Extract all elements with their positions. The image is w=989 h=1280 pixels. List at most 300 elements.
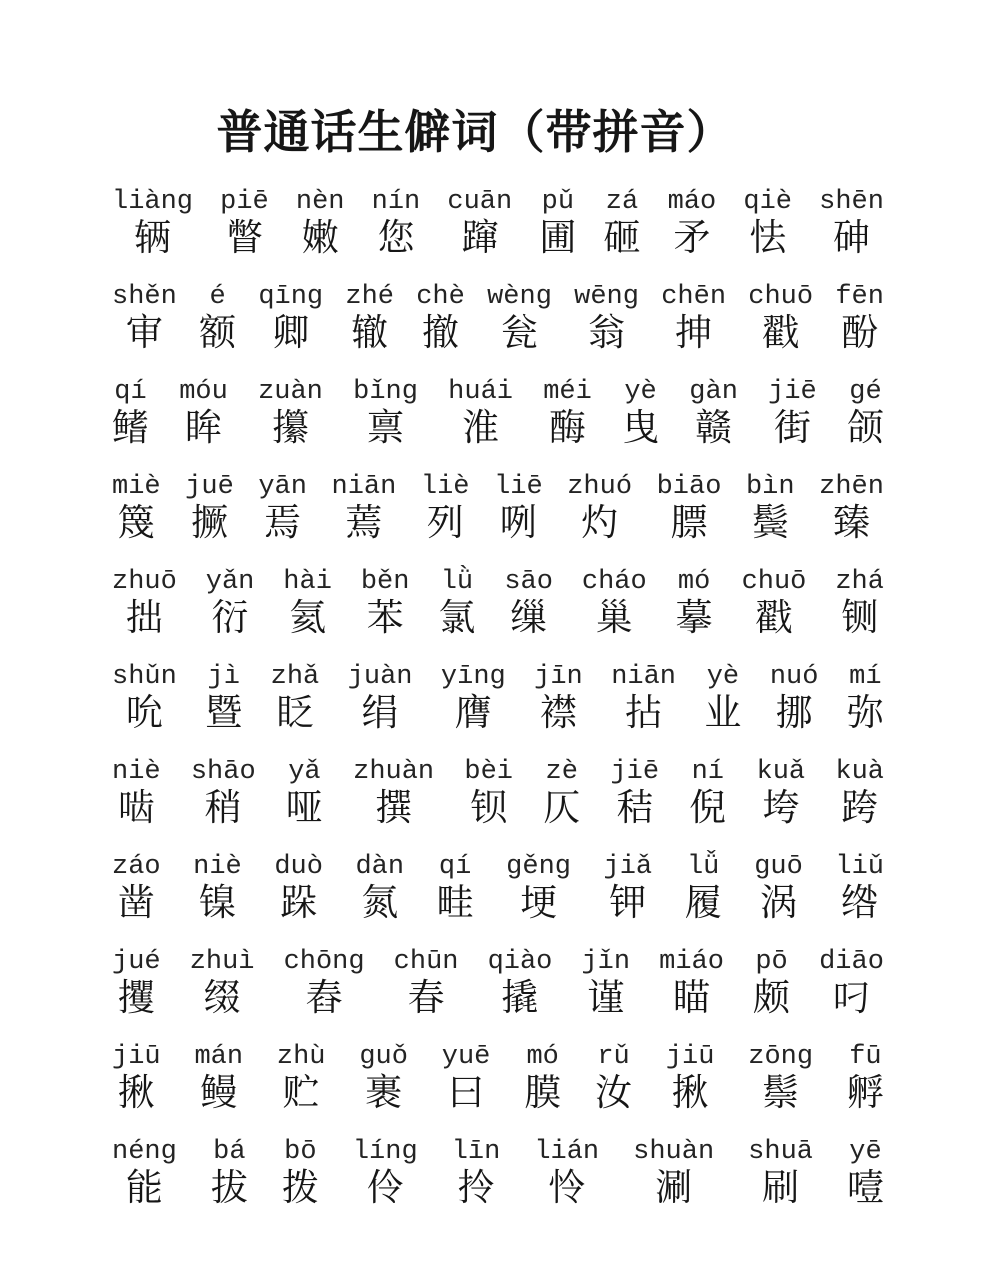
hanzi-text: 苯 [366, 598, 404, 639]
hanzi-text: 怜 [548, 1168, 586, 1209]
hanzi-text: 叼 [833, 978, 871, 1019]
hanzi-text: 埂 [520, 883, 558, 924]
word-pair [112, 1136, 177, 1209]
hanzi-text: 倪 [689, 788, 727, 829]
hanzi-text: 赣 [695, 408, 733, 449]
hanzi-text: 禀 [367, 408, 405, 449]
pinyin-text: ní [691, 757, 724, 787]
pinyin-text: bá [213, 1137, 246, 1167]
hanzi-text: 膺 [454, 693, 492, 734]
pinyin-text: chè [416, 282, 465, 312]
word-row [112, 1041, 884, 1114]
pinyin-text: dàn [355, 852, 405, 882]
word-row [112, 186, 884, 259]
word-pair [284, 946, 365, 1019]
pinyin-text: móu [179, 377, 228, 407]
word-pair [534, 661, 583, 734]
hanzi-text: 贮 [282, 1073, 320, 1114]
pinyin-text: shēn [819, 187, 884, 217]
word-pair [277, 1041, 326, 1114]
hanzi-text: 汝 [595, 1073, 633, 1114]
pinyin-text: yīng [440, 662, 506, 692]
pinyin-text: é [209, 282, 226, 312]
pinyin-text: shāo [190, 757, 256, 787]
hanzi-text: 撤 [422, 313, 460, 354]
hanzi-text: 缀 [203, 978, 241, 1019]
hanzi-text: 缫 [510, 598, 548, 639]
hanzi-text: 咧 [499, 503, 537, 544]
hanzi-text: 翁 [588, 313, 626, 354]
pinyin-text: yè [624, 377, 657, 407]
pinyin-text: zhuó [567, 472, 633, 502]
pinyin-text: zhé [345, 282, 394, 312]
word-row [112, 471, 884, 544]
pinyin-text: jǐn [581, 947, 631, 977]
hanzi-text: 戳 [762, 313, 800, 354]
pinyin-text: zhù [276, 1042, 326, 1072]
word-pair [685, 851, 722, 924]
word-pair [190, 946, 255, 1019]
pinyin-text: yè [706, 662, 740, 692]
word-pair [345, 281, 394, 354]
pinyin-text: wēng [574, 282, 639, 312]
pinyin-text: zhǎ [270, 662, 320, 692]
word-pair [543, 376, 592, 449]
word-pair [332, 471, 397, 544]
hanzi-text: 绢 [361, 693, 399, 734]
pinyin-text: mán [194, 1042, 244, 1072]
pinyin-text: záo [112, 852, 161, 882]
hanzi-text: 秸 [616, 788, 654, 829]
word-pair [112, 186, 193, 259]
hanzi-text: 辙 [351, 313, 389, 354]
pinyin-text: líng [352, 1137, 418, 1167]
word-pair [524, 1041, 561, 1114]
pinyin-text: qiào [487, 947, 553, 977]
pinyin-text: cuān [447, 187, 513, 217]
pinyin-text: shuàn [633, 1137, 715, 1167]
hanzi-text: 鳗 [200, 1073, 238, 1114]
pinyin-text: nuó [769, 662, 819, 692]
pinyin-text: miè [112, 472, 161, 502]
word-pair [286, 756, 323, 829]
hanzi-text: 拔 [210, 1168, 248, 1209]
word-pair [494, 471, 543, 544]
pinyin-text: jiē [768, 377, 817, 407]
hanzi-text: 揪 [117, 1073, 155, 1114]
hanzi-text: 铡 [841, 598, 879, 639]
hanzi-text: 您 [377, 218, 415, 259]
hanzi-text: 鳍 [112, 408, 149, 449]
word-pair [112, 566, 177, 639]
pinyin-text: niān [331, 472, 397, 502]
word-pair [835, 566, 884, 639]
pinyin-text: liǔ [835, 852, 884, 882]
word-pair [487, 281, 552, 354]
hanzi-text: 氮 [361, 883, 399, 924]
hanzi-text: 拈 [625, 693, 663, 734]
word-pair-selected [847, 1136, 884, 1209]
word-pair [622, 376, 659, 449]
word-pair [112, 471, 161, 544]
word-pair [441, 661, 506, 734]
hanzi-text: 篾 [117, 503, 155, 544]
pinyin-text: hài [283, 567, 332, 597]
pinyin-text: gàn [689, 377, 738, 407]
hanzi-text: 弥 [846, 693, 884, 734]
word-pair [179, 376, 228, 449]
hanzi-text: 孵 [846, 1073, 884, 1114]
pinyin-text: shěn [112, 282, 177, 312]
pinyin-text: guō [754, 852, 803, 882]
pinyin-text: piē [220, 187, 269, 217]
hanzi-text: 矛 [673, 218, 711, 259]
word-pair [442, 1041, 491, 1114]
hanzi-text: 垮 [762, 788, 800, 829]
hanzi-text: 列 [426, 503, 464, 544]
pinyin-text: guǒ [359, 1042, 408, 1072]
word-pair [704, 661, 741, 734]
word-pair [543, 756, 580, 829]
word-pair [835, 756, 884, 829]
pinyin-text: chuō [748, 282, 814, 312]
pinyin-text: gé [849, 377, 882, 407]
hanzi-text: 攫 [117, 978, 155, 1019]
word-pair [112, 376, 149, 449]
word-pair [353, 1136, 418, 1209]
word-pair [421, 471, 470, 544]
word-pair [504, 566, 553, 639]
word-pair [567, 471, 632, 544]
hanzi-text: 刷 [762, 1168, 800, 1209]
word-row [112, 851, 884, 924]
hanzi-text: 膘 [670, 503, 708, 544]
hanzi-text: 审 [125, 313, 163, 354]
word-pair [112, 661, 177, 734]
pinyin-text: jiē [610, 757, 660, 787]
pinyin-text: bǐng [353, 377, 418, 407]
word-pair [282, 1136, 319, 1209]
pinyin-text: mó [677, 567, 711, 597]
pinyin-text: chēn [661, 282, 727, 312]
word-pair [258, 376, 323, 449]
word-pair [582, 566, 647, 639]
word-pair [506, 851, 571, 924]
word-pair [610, 756, 659, 829]
word-pair [595, 1041, 632, 1114]
word-pair [847, 661, 884, 734]
pinyin-text: gěng [506, 852, 571, 882]
pinyin-text: juē [185, 472, 234, 502]
word-pair [539, 186, 576, 259]
hanzi-text: 舂 [305, 978, 343, 1019]
hanzi-text: 仄 [543, 788, 581, 829]
hanzi-text: 镍 [198, 883, 236, 924]
word-pair [348, 661, 413, 734]
hanzi-text: 涮 [655, 1168, 693, 1209]
hanzi-text: 拨 [281, 1168, 319, 1209]
word-pair [488, 946, 553, 1019]
hanzi-text: 蔫 [345, 503, 383, 544]
pinyin-text: duò [274, 852, 323, 882]
hanzi-text: 履 [684, 883, 722, 924]
word-pair [199, 281, 236, 354]
hanzi-text: 攥 [271, 408, 309, 449]
pinyin-text: qīng [258, 282, 324, 312]
pinyin-text: yān [258, 472, 307, 502]
pinyin-text: yǎ [288, 757, 321, 787]
pinyin-text: niān [611, 662, 676, 692]
pinyin-text: zhuì [189, 947, 255, 977]
hanzi-text: 瞥 [225, 218, 263, 259]
pinyin-text: miáo [659, 947, 724, 977]
pinyin-text: nín [371, 187, 421, 217]
hanzi-text: 臻 [833, 503, 871, 544]
hanzi-text: 瞄 [673, 978, 711, 1019]
word-pair [742, 566, 807, 639]
hanzi-text: 襟 [539, 693, 577, 734]
pinyin-text: nèn [295, 187, 345, 217]
hanzi-text: 挪 [775, 693, 813, 734]
word-pair [258, 281, 323, 354]
hanzi-text: 氦 [289, 598, 327, 639]
hanzi-text: 砸 [603, 218, 641, 259]
word-pair [604, 851, 653, 924]
hanzi-text: 畦 [436, 883, 474, 924]
hanzi-text: 拙 [125, 598, 163, 639]
hanzi-text: 噎 [847, 1168, 884, 1209]
pinyin-text: shuā [748, 1137, 813, 1167]
pinyin-text: liē [494, 472, 543, 502]
hanzi-text: 颇 [753, 978, 791, 1019]
pinyin-text: mí [849, 662, 882, 692]
hanzi-text: 抻 [675, 313, 713, 354]
hanzi-text: 嫩 [301, 218, 339, 259]
word-pair [770, 661, 819, 734]
pinyin-text: cháo [581, 567, 647, 597]
word-pair [283, 566, 332, 639]
pinyin-text: bō [284, 1137, 317, 1167]
pinyin-text: lǚ [686, 852, 720, 882]
word-pair [112, 946, 161, 1019]
word-pair [835, 851, 884, 924]
word-pair [416, 281, 465, 354]
pinyin-text: pō [755, 947, 788, 977]
hanzi-text: 涡 [760, 883, 798, 924]
word-pair [748, 281, 813, 354]
hanzi-text: 眨 [276, 693, 314, 734]
hanzi-text: 裹 [365, 1073, 403, 1114]
word-pair [452, 1136, 501, 1209]
word-pair [689, 376, 738, 449]
pinyin-text: liàng [112, 187, 194, 217]
hanzi-text: 曳 [622, 408, 660, 449]
hanzi-text: 暨 [205, 693, 243, 734]
word-pair [753, 946, 790, 1019]
hanzi-text: 砷 [833, 218, 871, 259]
word-pair [768, 376, 817, 449]
word-pair [211, 1136, 248, 1209]
word-pair [534, 1136, 599, 1209]
word-pair [355, 851, 404, 924]
word-pair [666, 1041, 715, 1114]
pinyin-text: bèi [464, 757, 513, 787]
word-pair [194, 1041, 243, 1114]
hanzi-text: 稍 [204, 788, 242, 829]
pinyin-text: sāo [504, 567, 553, 597]
pinyin-text: qí [438, 852, 472, 882]
pinyin-text: zè [545, 757, 578, 787]
hanzi-text: 酚 [841, 313, 879, 354]
word-pair [668, 186, 717, 259]
word-pair [819, 471, 884, 544]
hanzi-text: 绺 [841, 883, 879, 924]
hanzi-text: 撬 [501, 978, 539, 1019]
pinyin-text: chuō [741, 567, 807, 597]
hanzi-text: 跺 [280, 883, 318, 924]
word-pair [661, 281, 726, 354]
pinyin-text: běn [360, 567, 410, 597]
word-pair [112, 756, 161, 829]
pinyin-text: zhēn [819, 472, 884, 502]
word-pair [437, 851, 474, 924]
word-row [112, 376, 884, 449]
word-pair [689, 756, 726, 829]
hanzi-text: 谨 [587, 978, 625, 1019]
pinyin-text: biāo [656, 472, 722, 502]
pinyin-text: wèng [487, 282, 552, 312]
hanzi-text: 撅 [190, 503, 228, 544]
hanzi-text: 焉 [264, 503, 302, 544]
word-pair [743, 186, 792, 259]
hanzi-text: 淮 [462, 408, 500, 449]
pinyin-text: liè [420, 472, 470, 502]
hanzi-text: 辆 [134, 218, 171, 259]
word-pair [438, 566, 475, 639]
pinyin-text: juàn [347, 662, 413, 692]
word-pair [835, 281, 884, 354]
word-pair [847, 1041, 884, 1114]
word-pair [372, 186, 421, 259]
word-row [112, 661, 884, 734]
pinyin-text: pǔ [541, 187, 575, 217]
word-pair [659, 946, 724, 1019]
word-pair [604, 186, 641, 259]
word-pair [112, 1041, 161, 1114]
pinyin-text: máo [667, 187, 717, 217]
page-title: 普通话生僻词（带拼音） [216, 107, 734, 158]
pinyin-text: kuǎ [756, 757, 806, 787]
pinyin-text: rǔ [597, 1042, 630, 1072]
hanzi-text: 衍 [211, 598, 249, 639]
pinyin-text: līn [451, 1137, 501, 1167]
hanzi-text: 钾 [609, 883, 647, 924]
word-row [112, 566, 884, 639]
hanzi-text: 戳 [755, 598, 793, 639]
pinyin-text: jì [207, 662, 240, 692]
word-pair [112, 281, 177, 354]
hanzi-text: 能 [125, 1168, 163, 1209]
pinyin-text: néng [112, 1137, 177, 1167]
word-grid [112, 186, 884, 1231]
hanzi-text: 鬓 [751, 503, 789, 544]
hanzi-text: 撰 [375, 788, 413, 829]
hanzi-text: 卿 [272, 313, 310, 354]
hanzi-text: 钡 [470, 788, 508, 829]
pinyin-text: shǔn [112, 662, 177, 692]
hanzi-text: 伶 [366, 1168, 404, 1209]
pinyin-text: diāo [819, 947, 884, 977]
pinyin-text: yǎn [205, 567, 255, 597]
word-pair [185, 471, 234, 544]
hanzi-text: 巢 [595, 598, 633, 639]
word-pair [193, 851, 242, 924]
hanzi-text: 瓮 [501, 313, 538, 354]
hanzi-text: 鬃 [762, 1073, 800, 1114]
word-pair [205, 661, 242, 734]
pinyin-text: lián [534, 1137, 600, 1167]
word-pair [191, 756, 256, 829]
pinyin-text: mó [526, 1042, 559, 1072]
pinyin-text: kuà [835, 757, 884, 787]
pinyin-text: zhuō [112, 567, 177, 597]
word-pair [746, 471, 795, 544]
pinyin-text: fū [849, 1042, 882, 1072]
word-pair [271, 661, 320, 734]
word-pair [258, 471, 307, 544]
pinyin-text: fēn [835, 282, 884, 312]
hanzi-text: 酶 [549, 408, 587, 449]
hanzi-text: 摹 [675, 598, 713, 639]
word-pair [353, 756, 434, 829]
pinyin-text: jiǎ [603, 852, 653, 882]
word-pair [296, 186, 345, 259]
word-pair [581, 946, 630, 1019]
word-pair [633, 1136, 714, 1209]
hanzi-text: 揪 [671, 1073, 709, 1114]
hanzi-text: 凿 [117, 883, 155, 924]
pinyin-text: zuàn [258, 377, 323, 407]
word-pair [353, 376, 418, 449]
hanzi-text: 氯 [438, 598, 476, 639]
word-pair [657, 471, 722, 544]
hanzi-text: 跨 [841, 788, 879, 829]
word-row [112, 756, 884, 829]
pinyin-text: chūn [393, 947, 459, 977]
hanzi-text: 业 [704, 693, 742, 734]
word-row [112, 1136, 884, 1209]
word-pair [448, 376, 513, 449]
word-row [112, 281, 884, 354]
word-pair [112, 851, 161, 924]
pinyin-text: chōng [283, 947, 365, 977]
hanzi-text: 蹿 [461, 218, 499, 259]
hanzi-text: 圃 [539, 218, 577, 259]
hanzi-text: 春 [407, 978, 445, 1019]
pinyin-text: zá [605, 187, 639, 217]
pinyin-text: qiè [743, 187, 792, 217]
word-pair [819, 186, 884, 259]
pinyin-text: bìn [745, 472, 795, 502]
hanzi-text: 膜 [524, 1073, 562, 1114]
pinyin-text: jiū [665, 1042, 715, 1072]
pinyin-text: jīn [534, 662, 583, 692]
hanzi-text: 灼 [581, 503, 619, 544]
hanzi-text: 哑 [285, 788, 323, 829]
pinyin-text: qí [114, 377, 147, 407]
hanzi-text: 拎 [457, 1168, 495, 1209]
word-pair [361, 566, 410, 639]
